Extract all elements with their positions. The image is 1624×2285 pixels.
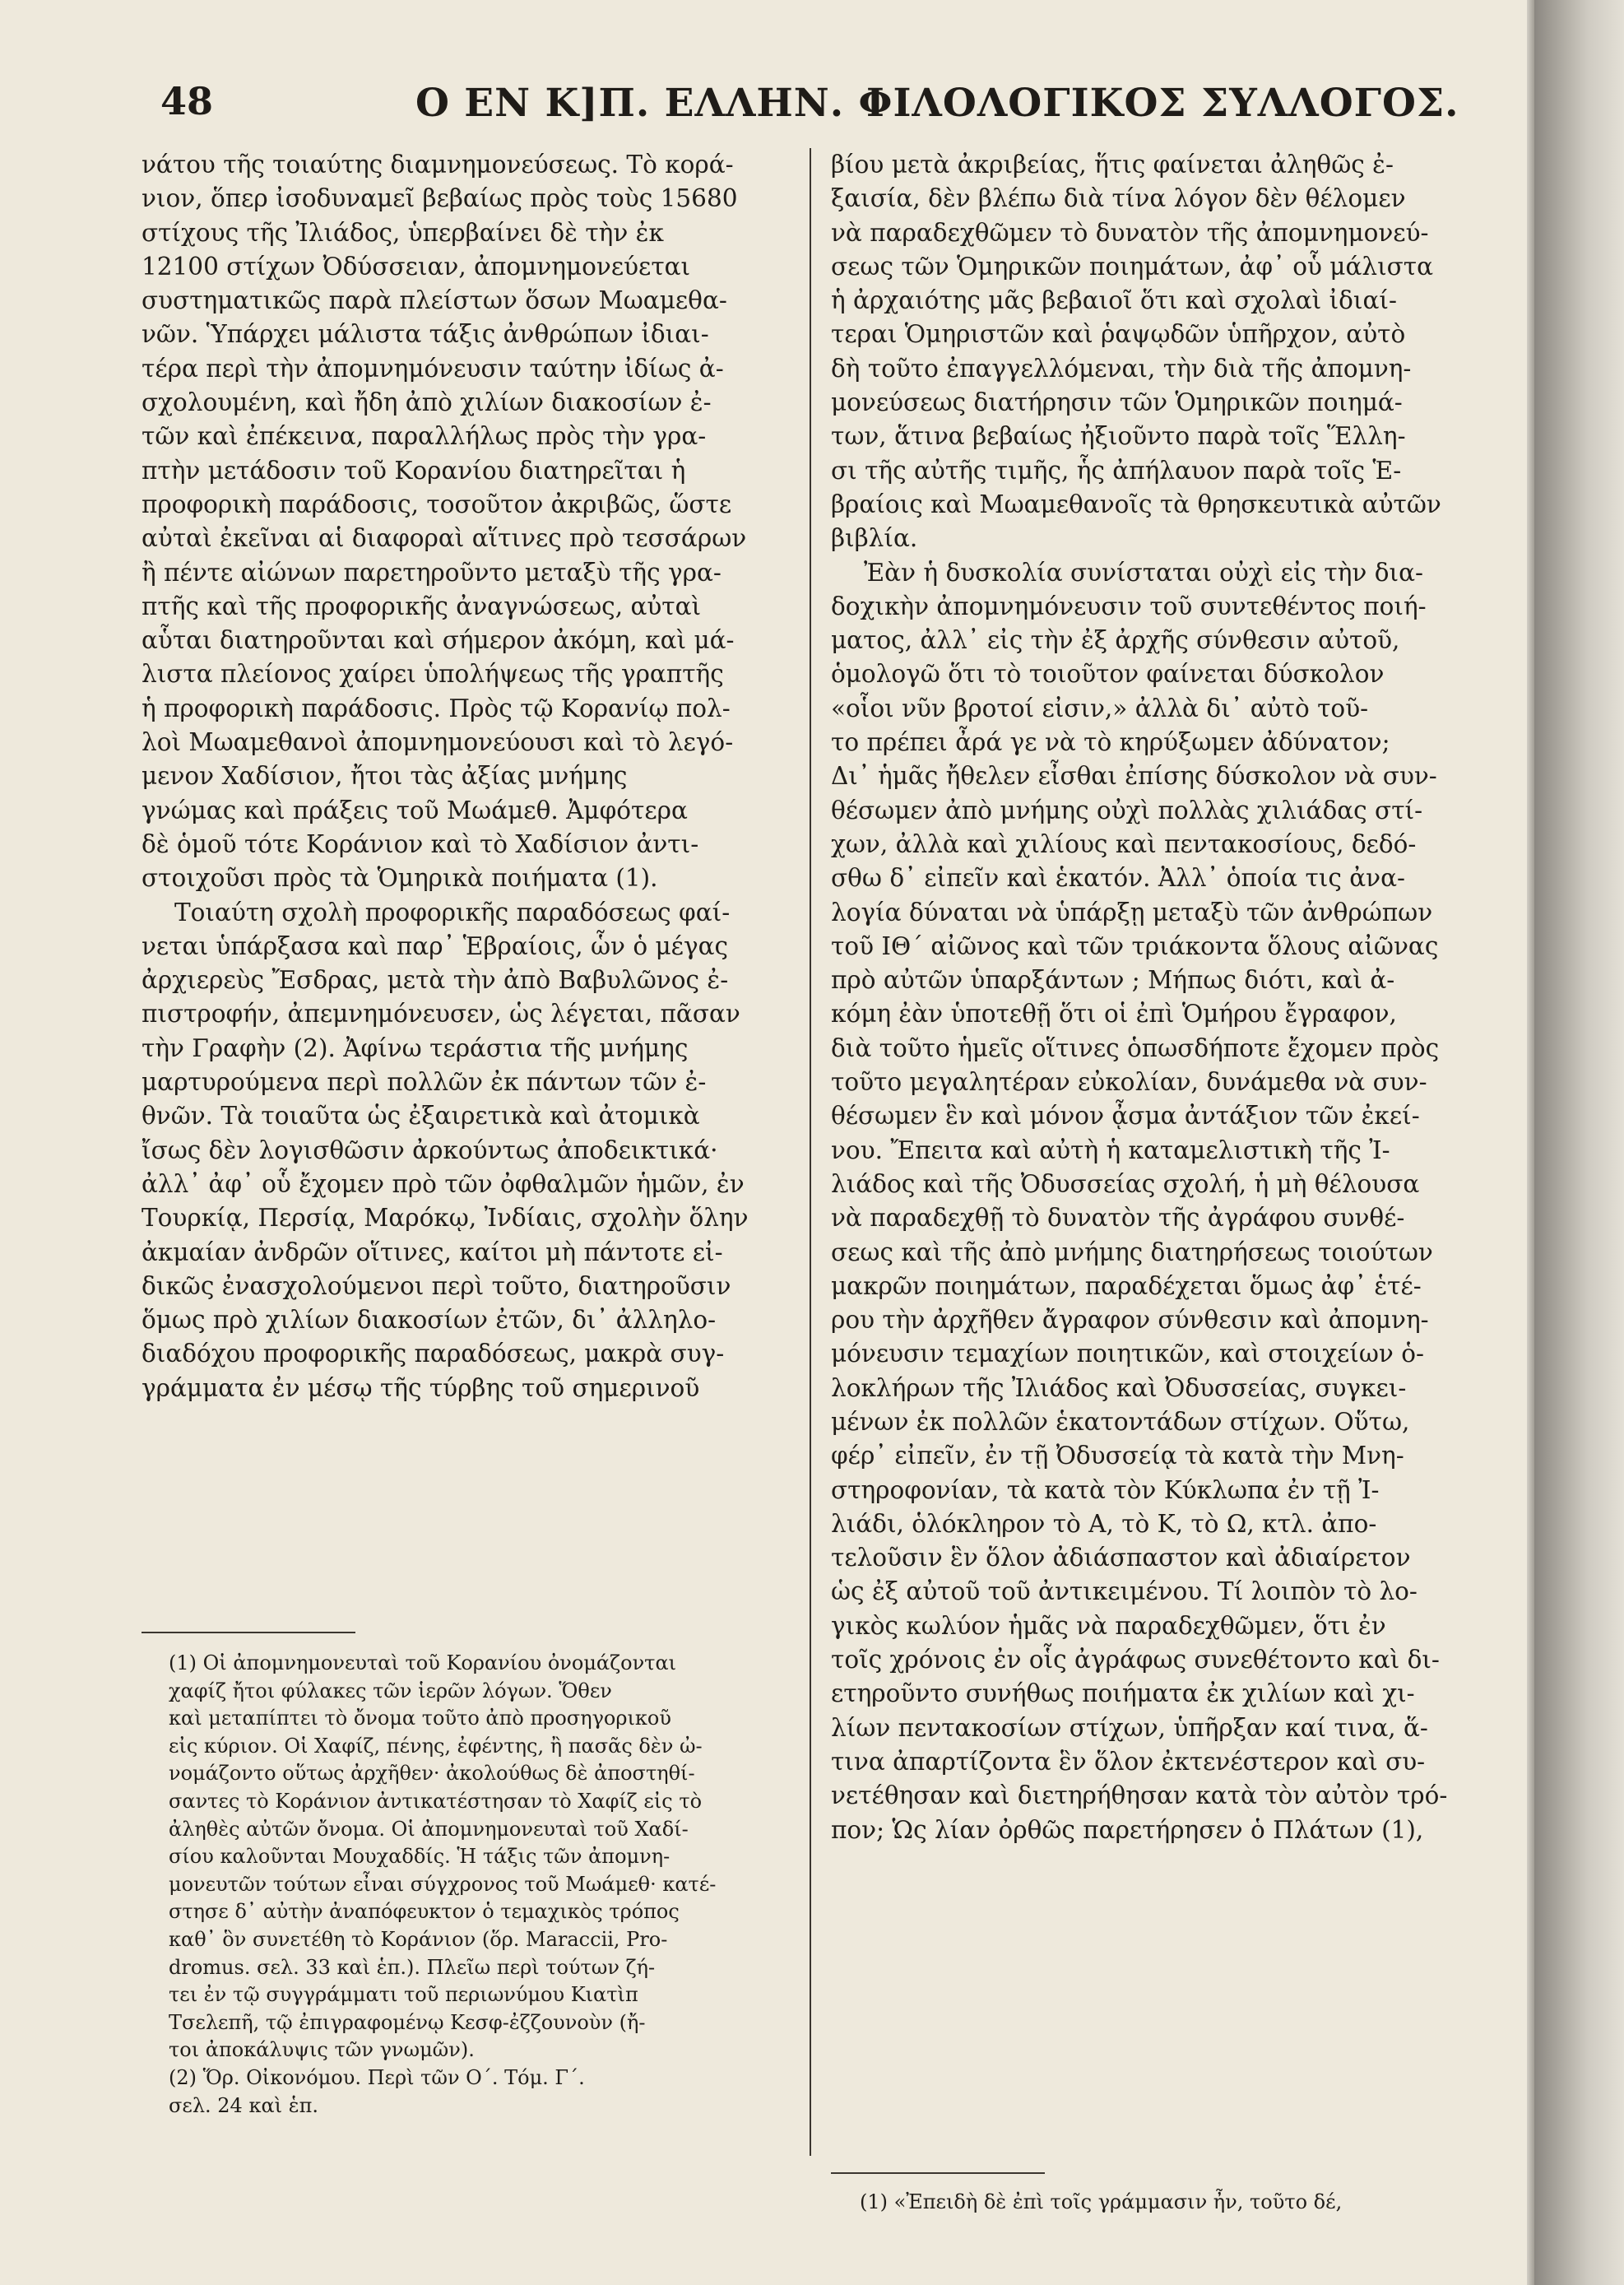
text-line: στοιχοῦσι πρὸς τὰ Ὁμηρικὰ ποιήματα (1). bbox=[142, 864, 658, 893]
text-line: τοῦ ΙΘ΄ αἰῶνος καὶ τῶν τριάκοντα ὅλους αἰῶνας bbox=[831, 931, 1439, 960]
text-line: αὗται διατηροῦνται καὶ σήμερον ἀκόμη, καὶ μά- bbox=[142, 626, 735, 655]
text-line: δικῶς ἐνασχολούμενοι περὶ τοῦτο, διατηροῦσιν bbox=[142, 1271, 731, 1300]
footnote-line: σίου καλοῦνται Μουχαδδίς. Ἡ τάξις τῶν ἀπομνη- bbox=[169, 1845, 670, 1869]
text-line: 12100 στίχων Ὀδύσσειαν, ἀπομνημονεύεται bbox=[142, 252, 691, 281]
footnote-line: τει ἐν τῷ συγγράμματι τοῦ περιωνύμου Κιατὶπ bbox=[169, 1983, 638, 2007]
text-line: δὴ τοῦτο ἐπαγγελλόμεναι, τὴν διὰ τῆς ἀπομνη- bbox=[831, 354, 1412, 383]
text-line: ρου τὴν ἀρχῆθεν ἄγραφον σύνθεσιν καὶ ἀπομνη- bbox=[831, 1306, 1429, 1335]
text-line: ἀκμαίαν ἀνδρῶν οἵτινες, καίτοι μὴ πάντοτε εἰ- bbox=[142, 1238, 723, 1266]
text-line: ξαισία, δὲν βλέπω διὰ τίνα λόγον δὲν θέλομεν bbox=[831, 184, 1406, 213]
left-footnotes bbox=[169, 1650, 794, 2120]
text-line: ἀρχιερεὺς Ἔσδρας, μετὰ τὴν ἀπὸ Βαβυλῶνος ἐ- bbox=[142, 966, 729, 995]
text-line: γικὸς κωλύον ἡμᾶς νὰ παραδεχθῶμεν, ὅτι ἐν bbox=[831, 1611, 1386, 1640]
text-line: ἴσως δὲν λογισθῶσιν ἀρκούντως ἀποδεικτικά· bbox=[142, 1136, 718, 1164]
text-line: θέσωμεν ἓν καὶ μόνον ᾆσμα ἀντάξιον τῶν ἐκεί- bbox=[831, 1102, 1420, 1131]
text-line: ἀλλ᾽ ἀφ᾽ οὗ ἔχομεν πρὸ τῶν ὀφθαλμῶν ἡμῶν, ἐν bbox=[142, 1169, 745, 1198]
text-line: τεραι Ὁμηριστῶν καὶ ῥαψῳδῶν ὑπῆρχον, αὐτὸ bbox=[831, 320, 1406, 349]
right-column bbox=[831, 148, 1464, 1847]
text-line: σθω δ᾽ εἰπεῖν καὶ ἑκατόν. Ἀλλ᾽ ὁποία τις ἀνα- bbox=[831, 864, 1406, 893]
right-footnotes bbox=[860, 2189, 1469, 2217]
text-line: ἡ προφορικὴ παράδοσις. Πρὸς τῷ Κορανίῳ πολ- bbox=[142, 694, 731, 722]
text-line: στίχους τῆς Ἰλιάδος, ὑπερβαίνει δὲ τὴν ἐκ bbox=[142, 218, 664, 247]
text-line: μόνευσιν τεμαχίων ποιητικῶν, καὶ στοιχείων ὁ- bbox=[831, 1340, 1424, 1368]
text-line: βίου μετὰ ἀκριβείας, ἥτις φαίνεται ἀληθῶς ἐ- bbox=[831, 151, 1394, 179]
text-line: διὰ τοῦτο ἡμεῖς οἵτινες ὁπωσδήποτε ἔχομεν πρὸς bbox=[831, 1033, 1440, 1062]
text-line: πον; Ὡς λίαν ὀρθῶς παρετήρησεν ὁ Πλάτων (1), bbox=[831, 1815, 1424, 1844]
text-line: συστηματικῶς παρὰ πλείστων ὅσων Μωαμεθα- bbox=[142, 286, 727, 315]
text-line: νου. Ἔπειτα καὶ αὐτὴ ἡ καταμελιστικὴ τῆς Ἰ- bbox=[831, 1136, 1390, 1164]
text-line: γράμματα ἐν μέσῳ τῆς τύρβης τοῦ σημερινοῦ bbox=[142, 1373, 700, 1402]
text-line: τελοῦσιν ἓν ὅλον ἀδιάσπαστον καὶ ἀδιαίρετον bbox=[831, 1544, 1411, 1572]
text-line: ματος, ἀλλ᾽ εἰς τὴν ἐξ ἀρχῆς σύνθεσιν αὐτοῦ, bbox=[831, 626, 1400, 655]
text-line: Τουρκίᾳ, Περσίᾳ, Μαρόκῳ, Ἰνδίαις, σχολὴν ὅλην bbox=[142, 1204, 749, 1233]
text-line: σεως καὶ τῆς ἀπὸ μνήμης διατηρήσεως τοιούτων bbox=[831, 1238, 1433, 1266]
footnote-line: (1) Οἱ ἀπομνημονευταὶ τοῦ Κορανίου ὀνομάζονται bbox=[169, 1651, 677, 1674]
text-line: μαρτυρούμενα περὶ πολλῶν ἐκ πάντων τῶν ἐ- bbox=[142, 1068, 707, 1097]
page-edge bbox=[1534, 0, 1624, 2285]
text-line: πτὴν μετάδοσιν τοῦ Κορανίου διατηρεῖται ἡ bbox=[142, 456, 686, 485]
text-line: νιον, ὅπερ ἰσοδυναμεῖ βεβαίως πρὸς τοὺς 15680 bbox=[142, 184, 738, 213]
text-line: θέσωμεν ἀπὸ μνήμης οὐχὶ πολλὰς χιλιάδας στί- bbox=[831, 796, 1423, 824]
column-divider bbox=[810, 148, 811, 2156]
text-line: λιάδος καὶ τῆς Ὀδυσσείας σχολή, ἡ μὴ θέλουσα bbox=[831, 1169, 1420, 1198]
text-line: δὲ ὁμοῦ τότε Κοράνιον καὶ τὸ Χαδίσιον ἀντι- bbox=[142, 829, 699, 858]
text-line: τὴν Γραφὴν (2). Ἀφίνω τεράστια τῆς μνήμης bbox=[142, 1033, 689, 1062]
text-line: σχολουμένη, καὶ ἤδη ἀπὸ χιλίων διακοσίων ἐ- bbox=[142, 388, 712, 417]
text-line: αὐταὶ ἐκεῖναι αἱ διαφοραὶ αἵτινες πρὸ τεσσάρων bbox=[142, 524, 747, 553]
text-line: σι τῆς αὐτῆς τιμῆς, ἧς ἀπήλαυον παρὰ τοῖς Ἑ- bbox=[831, 456, 1402, 485]
text-line: ἢ πέντε αἰώνων παρετηροῦντο μεταξὺ τῆς γρα- bbox=[142, 558, 722, 587]
text-line: μακρῶν ποιημάτων, παραδέχεται ὅμως ἀφ᾽ ἑτέ- bbox=[831, 1271, 1422, 1300]
text-line: βραίοις καὶ Μωαμεθανοῖς τὰ θρησκευτικὰ αὐτῶν bbox=[831, 490, 1441, 518]
text-line: τέρα περὶ τὴν ἀπομνημόνευσιν ταύτην ἰδίως ἀ- bbox=[142, 354, 724, 383]
footnote-line: καθ᾽ ὃν συνετέθη τὸ Κοράνιον (ὅρ. Maraccii, Pro- bbox=[169, 1927, 668, 1951]
footnote-line: εἰς κύριον. Οἱ Χαφίζ, πένης, ἐφέντης, ἢ πασᾶς δὲν ὠ- bbox=[169, 1734, 703, 1758]
footnote-rule-right bbox=[831, 2172, 1045, 2174]
footnote-rule-left bbox=[142, 1632, 355, 1633]
text-line: προφορικὴ παράδοσις, τοσοῦτον ἀκριβῶς, ὥστε bbox=[142, 490, 732, 518]
text-line: Ἐὰν ἡ δυσκολία συνίσταται οὐχὶ εἰς τὴν δια- bbox=[864, 558, 1423, 587]
text-line: νεται ὑπάρξασα καὶ παρ᾽ Ἑβραίοις, ὧν ὁ μέγας bbox=[142, 931, 729, 960]
text-line: πτῆς καὶ τῆς προφορικῆς ἀναγνώσεως, αὐταὶ bbox=[142, 592, 702, 620]
text-line: μένων ἐκ πολλῶν ἑκατοντάδων στίχων. Οὕτω, bbox=[831, 1407, 1410, 1436]
footnote-line: καὶ μεταπίπτει τὸ ὄνομα τοῦτο ἀπὸ προσηγορικοῦ bbox=[169, 1707, 671, 1730]
left-column bbox=[142, 148, 775, 1405]
text-line: ὁμολογῶ ὅτι τὸ τοιοῦτον φαίνεται δύσκολον bbox=[831, 660, 1385, 689]
text-line: τινα ἀπαρτίζοντα ἓν ὅλον ἐκτενέστερον καὶ συ- bbox=[831, 1747, 1426, 1776]
page-gutter-shadow bbox=[1527, 0, 1534, 2285]
text-line: βιβλία. bbox=[831, 524, 918, 553]
footnote-line: μονευτῶν τούτων εἶναι σύγχρονος τοῦ Μωάμεθ· κατέ- bbox=[169, 1872, 717, 1896]
text-line: νῶν. Ὑπάρχει μάλιστα τάξις ἀνθρώπων ἰδιαι- bbox=[142, 320, 709, 349]
text-line: διαδόχου προφορικῆς παραδόσεως, μακρὰ συγ- bbox=[142, 1340, 725, 1368]
text-line: στηροφονίαν, τὰ κατὰ τὸν Κύκλωπα ἐν τῇ Ἰ- bbox=[831, 1475, 1380, 1504]
text-line: χων, ἀλλὰ καὶ χιλίους καὶ πεντακοσίους, δεδό- bbox=[831, 829, 1417, 858]
text-line: ὅμως πρὸ χιλίων διακοσίων ἐτῶν, δι᾽ ἀλληλο- bbox=[142, 1306, 717, 1335]
text-line: νὰ παραδεχθῶμεν τὸ δυνατὸν τῆς ἀπομνημονεύ- bbox=[831, 218, 1429, 247]
text-line: λοκλήρων τῆς Ἰλιάδος καὶ Ὀδυσσείας, συγκει- bbox=[831, 1373, 1407, 1402]
text-line: κόμη ἐὰν ὑποτεθῇ ὅτι οἱ ἐπὶ Ὁμήρου ἔγραφον, bbox=[831, 1000, 1397, 1029]
footnote-line: dromus. σελ. 33 καὶ ἑπ.). Πλεῖω περὶ τούτων ζή- bbox=[169, 1955, 656, 1979]
text-line: ὡς ἐξ αὐτοῦ τοῦ ἀντικειμένου. Τί λοιπὸν τὸ λο- bbox=[831, 1577, 1418, 1606]
footnote-line: τοι ἀποκάλυψις τῶν γνωμῶν). bbox=[169, 2038, 475, 2062]
text-line: σεως τῶν Ὁμηρικῶν ποιημάτων, ἀφ᾽ οὗ μάλιστα bbox=[831, 252, 1434, 281]
text-line: νάτου τῆς τοιαύτης διαμνημονεύσεως. Τὸ κορά- bbox=[142, 151, 734, 179]
text-line: πρὸ αὐτῶν ὑπαρξάντων ; Μήπως διότι, καὶ ἀ- bbox=[831, 966, 1395, 995]
text-line: το πρέπει ἆρά γε νὰ τὸ κηρύξωμεν ἀδύνατον; bbox=[831, 728, 1390, 757]
footnote-line: (2) Ὅρ. Οἰκονόμου. Περὶ τῶν Ο΄. Τόμ. Γ΄. bbox=[169, 2065, 585, 2089]
footnote-line: νομάζοντο οὕτως ἀρχῆθεν· ἀκολούθως δὲ ἀποστηθί- bbox=[169, 1762, 695, 1786]
text-line: δοχικὴν ἀπομνημόνευσιν τοῦ συντεθέντος ποιή- bbox=[831, 592, 1427, 620]
text-line: λιάδι, ὁλόκληρον τὸ Α, τὸ Κ, τὸ Ω, κτλ. ἀπο- bbox=[831, 1509, 1377, 1538]
footnote-line: ἀληθὲς αὐτῶν ὄνομα. Οἱ ἀπομνημονευταὶ τοῦ Χαδί- bbox=[169, 1817, 689, 1841]
text-line: ἡ ἀρχαιότης μᾶς βεβαιοῖ ὅτι καὶ σχολαὶ ἰδιαί- bbox=[831, 286, 1397, 315]
footnote-line: (1) «Ἐπειδὴ δὲ ἐπὶ τοῖς γράμμασιν ἦν, τοῦτο δέ, bbox=[860, 2190, 1343, 2213]
text-line: πιστροφήν, ἀπεμνημόνευσεν, ὡς λέγεται, πᾶσαν bbox=[142, 1000, 740, 1029]
text-line: μενον Χαδίσιον, ἤτοι τὰς ἀξίας μνήμης bbox=[142, 762, 628, 791]
text-line: φέρ᾽ εἰπεῖν, ἐν τῇ Ὀδυσσείᾳ τὰ κατὰ τὴν Μνη- bbox=[831, 1442, 1404, 1470]
text-line: τοῖς χρόνοις ἐν οἷς ἀγράφως συνεθέτοντο καὶ δι- bbox=[831, 1646, 1440, 1674]
footnote-line: στησε δ᾽ αὐτὴν ἀναπόφευκτον ὁ τεμαχικὸς τρόπος bbox=[169, 1900, 680, 1924]
text-line: τοῦτο μεγαλητέραν εὐκολίαν, δυνάμεθα νὰ συν- bbox=[831, 1068, 1427, 1097]
footnote-line: σελ. 24 καὶ ἑπ. bbox=[169, 2093, 318, 2117]
page-header bbox=[160, 79, 1459, 137]
running-title: Ο ΕΝ Κ]Π. ΕΛΛΗΝ. ΦΙΛΟΛΟΓΙΚΟΣ ΣΥΛΛΟΓΟΣ. bbox=[415, 81, 1459, 126]
text-line: νὰ παραδεχθῇ τὸ δυνατὸν τῆς ἀγράφου συνθέ- bbox=[831, 1204, 1405, 1233]
text-line: ετηροῦντο συνήθως ποιήματα ἐκ χιλίων καὶ χι- bbox=[831, 1679, 1415, 1708]
text-line: «οἷοι νῦν βροτοί εἰσιν,» ἀλλὰ δι᾽ αὐτὸ τοῦ- bbox=[831, 694, 1369, 722]
text-line: λοὶ Μωαμεθανοὶ ἀπομνημονεύουσι καὶ τὸ λεγό- bbox=[142, 728, 734, 757]
text-line: θνῶν. Τὰ τοιαῦτα ὡς ἐξαιρετικὰ καὶ ἀτομικὰ bbox=[142, 1102, 700, 1131]
text-line: λίων πεντακοσίων στίχων, ὑπῆρξαν καί τινα, ἅ- bbox=[831, 1713, 1428, 1742]
footnote-line: χαφίζ ἤτοι φύλακες τῶν ἱερῶν λόγων. Ὅθεν bbox=[169, 1679, 612, 1702]
footnote-line: σαντες τὸ Κοράνιον ἀντικατέστησαν τὸ Χαφίζ εἰς τὸ bbox=[169, 1789, 703, 1813]
text-line: των, ἅτινα βεβαίως ἠξιοῦντο παρὰ τοῖς Ἕλλη- bbox=[831, 422, 1406, 451]
text-line: νετέθησαν καὶ διετηρήθησαν κατὰ τὸν αὐτὸν τρό- bbox=[831, 1781, 1448, 1810]
text-line: λιστα πλείονος χαίρει ὑπολήψεως τῆς γραπτῆς bbox=[142, 660, 724, 689]
text-line: Τοιαύτη σχολὴ προφορικῆς παραδόσεως φαί- bbox=[174, 898, 731, 927]
text-line: μονεύσεως διατήρησιν τῶν Ὁμηρικῶν ποιημά- bbox=[831, 388, 1403, 417]
text-line: λογία δύναται νὰ ὑπάρξῃ μεταξὺ τῶν ἀνθρώπων bbox=[831, 898, 1433, 927]
page-number: 48 bbox=[160, 79, 214, 123]
text-line: τῶν καὶ ἐπέκεινα, παραλλήλως πρὸς τὴν γρα- bbox=[142, 422, 707, 451]
text-line: γνώμας καὶ πράξεις τοῦ Μωάμεθ. Ἀμφότερα bbox=[142, 796, 688, 824]
text-line: Δι᾽ ἡμᾶς ἤθελεν εἶσθαι ἐπίσης δύσκολον νὰ συν- bbox=[831, 762, 1437, 791]
footnote-line: Τσελεπῆ, τῷ ἐπιγραφομένῳ Κεσφ-ἐζζουνοὺν (ἤ- bbox=[169, 2010, 646, 2034]
